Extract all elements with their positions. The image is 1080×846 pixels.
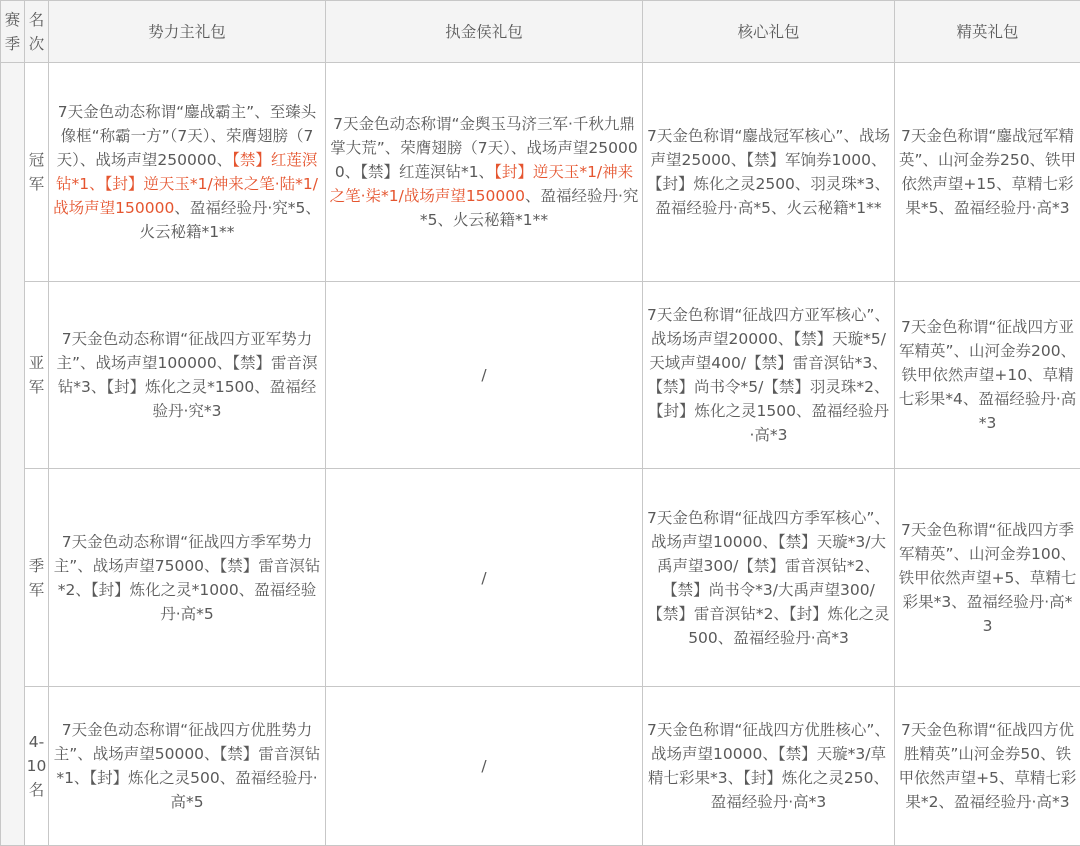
core-reward-cell: 7天金色称谓“征战四方季军核心”、战场声望10000、【禁】天璇*3/大禹声望300/【禁】雷音溟钻*2、【禁】尚书令*3/大禹声望300/【禁】雷音溟钻*2、【封】炼化之灵500、盈福经验丹·高*3 [643, 469, 895, 687]
table-row [1, 687, 1080, 846]
rank-cell: 季军 [25, 469, 49, 687]
reward-text: 7天金色动态称谓“鏖战霸主”、至臻头像框“称霸一方”（7天）、荣膺翅膀（7天）、战场声望250000、 [57, 103, 317, 169]
faction-leader-reward-cell: 7天金色动态称谓“征战四方优胜势力主”、战场声望50000、【禁】雷音溟钻*1、【封】炼化之灵500、盈福经验丹·高*5 [49, 687, 326, 846]
elite-reward-cell: 7天金色称谓“征战四方优胜精英”山河金券50、铁甲依然声望+5、草精七彩果*2、盈福经验丹·高*3 [895, 687, 1080, 846]
reward-text: 7天金色动态称谓“金舆玉马济三军·千秋九鼎掌大荒”、荣膺翅膀（7天）、战场声望250000、【禁】红莲溟钻*1、 [330, 115, 637, 181]
core-reward-cell: 7天金色称谓“鏖战冠军核心”、战场声望25000、【禁】军饷券1000、【封】炼化之灵2500、羽灵珠*3、盈福经验丹·高*5、火云秘籍*1** [643, 63, 895, 282]
elite-reward-cell: 7天金色称谓“征战四方季军精英”、山河金券100、铁甲依然声望+5、草精七彩果*3、盈福经验丹·高*3 [895, 469, 1080, 687]
rank-cell: 冠军 [25, 63, 49, 282]
header-season: 赛季 [1, 1, 25, 63]
marquis-reward-cell: / [326, 469, 643, 687]
season-cell [1, 63, 25, 846]
header-rank: 名次 [25, 1, 49, 63]
table-row [1, 469, 1080, 687]
reward-text: 、盈福经验丹·究*5、火云秘籍*1** [420, 187, 639, 229]
highlighted-reward-text: 【禁】红莲溟钻*1、【封】逆天玉*1/神来之笔·陆*1/战场声望150000 [53, 151, 318, 217]
faction-leader-reward-cell: 7天金色动态称谓“征战四方亚军势力主”、战场声望100000、【禁】雷音溟钻*3、【封】炼化之灵*1500、盈福经验丹·究*3 [49, 282, 326, 469]
rank-cell: 4-10名 [25, 687, 49, 846]
rank-cell: 亚军 [25, 282, 49, 469]
reward-text: 、盈福经验丹·究*5、火云秘籍*1** [139, 199, 320, 241]
marquis-reward-cell: / [326, 282, 643, 469]
header-faction-leader-pack: 势力主礼包 [49, 1, 326, 63]
header-marquis-pack: 执金侯礼包 [326, 1, 643, 63]
elite-reward-cell: 7天金色称谓“鏖战冠军精英”、山河金券250、铁甲依然声望+15、草精七彩果*5、盈福经验丹·高*3 [895, 63, 1080, 282]
marquis-reward-cell: / [326, 687, 643, 846]
header-core-pack: 核心礼包 [643, 1, 895, 63]
header-elite-pack: 精英礼包 [895, 1, 1080, 63]
marquis-reward-cell [326, 63, 643, 282]
header-row [1, 1, 1080, 63]
core-reward-cell: 7天金色称谓“征战四方优胜核心”、战场声望10000、【禁】天璇*3/草精七彩果*3、【封】炼化之灵250、盈福经验丹·高*3 [643, 687, 895, 846]
faction-leader-reward-cell: 7天金色动态称谓“征战四方季军势力主”、战场声望75000、【禁】雷音溟钻*2、【封】炼化之灵*1000、盈福经验丹·高*5 [49, 469, 326, 687]
faction-leader-reward-cell [49, 63, 326, 282]
highlighted-reward-text: 【封】逆天玉*1/神来之笔·柒*1/战场声望150000 [330, 163, 634, 205]
table-row [1, 63, 1080, 282]
elite-reward-cell: 7天金色称谓“征战四方亚军精英”、山河金券200、铁甲依然声望+10、草精七彩果*4、盈福经验丹·高*3 [895, 282, 1080, 469]
table-row [1, 282, 1080, 469]
core-reward-cell: 7天金色称谓“征战四方亚军核心”、战场场声望20000、【禁】天璇*5/天域声望400/【禁】雷音溟钻*3、【禁】尚书令*5/【禁】羽灵珠*2、【封】炼化之灵1500、盈福经验丹·高*3 [643, 282, 895, 469]
